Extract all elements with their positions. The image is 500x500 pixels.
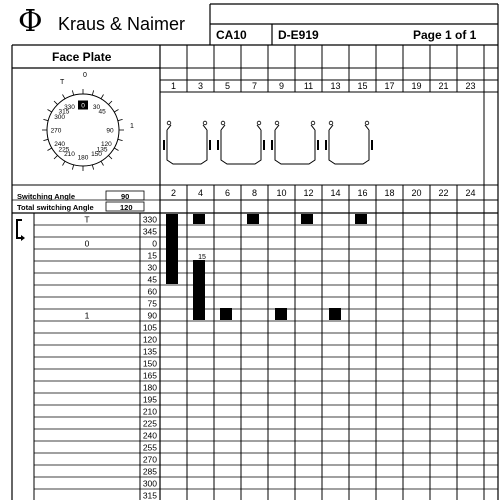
contact-symbol: [221, 125, 261, 164]
extra-mark: 15: [198, 254, 206, 261]
dial-mark-135: 135: [96, 146, 108, 154]
angle-label-165: 165: [142, 370, 157, 381]
face-plate-title: Face Plate: [52, 50, 112, 64]
contact-top-7: 7: [251, 81, 258, 91]
contact-bottom-14: 14: [330, 188, 341, 198]
contact-top-11: 11: [303, 81, 314, 91]
angle-label-285: 285: [142, 466, 157, 477]
dial-mark-330: 330: [64, 104, 75, 112]
contact-top-17: 17: [384, 81, 395, 91]
contact-closed-block: [166, 214, 178, 284]
angle-label-30: 30: [147, 262, 157, 273]
contact-terminal: [257, 121, 261, 125]
contact-bottom-24: 24: [465, 188, 476, 198]
dial-outer-1: 1: [130, 123, 134, 130]
angle-label-105: 105: [142, 322, 157, 333]
angle-label-180: 180: [142, 382, 157, 393]
contact-closed-block: [193, 214, 205, 224]
contact-bottom-18: 18: [384, 188, 395, 198]
contact-symbol: [329, 125, 369, 164]
contact-bottom-8: 8: [251, 188, 258, 198]
dial-tick: [114, 110, 118, 113]
contact-top-9: 9: [278, 81, 285, 91]
contact-symbol: [275, 125, 315, 164]
dial-tick: [63, 161, 66, 165]
contact-terminal: [365, 121, 369, 125]
dial-tick: [101, 161, 104, 165]
dial-mark-270: 270: [50, 127, 62, 135]
contact-top-19: 19: [411, 81, 422, 91]
contact-bottom-2: 2: [170, 188, 177, 198]
contact-closed-block: [220, 308, 232, 320]
dial-mark-45: 45: [98, 108, 106, 116]
contact-closed-block: [275, 308, 287, 320]
contact-closed-block: [247, 214, 259, 224]
dial-outer-0: 0: [83, 72, 87, 79]
switching-angle-box: [106, 191, 144, 200]
dial-mark-180: 180: [77, 154, 89, 162]
contact-terminal: [167, 121, 171, 125]
contact-bottom-22: 22: [438, 188, 449, 198]
contact-bottom-4: 4: [197, 188, 204, 198]
contact-terminal: [203, 121, 207, 125]
contact-closed-block: [329, 308, 341, 320]
switching-angle-label: Switching Angle: [17, 192, 76, 201]
dial-tick: [118, 139, 123, 140]
dial-mark-315: 315: [58, 108, 70, 116]
model-number: CA10: [216, 28, 247, 42]
dial-tick: [72, 165, 73, 170]
contact-top-21: 21: [438, 81, 449, 91]
contact-bottom-10: 10: [276, 188, 287, 198]
contact-bottom-6: 6: [224, 188, 231, 198]
dial-tick: [118, 119, 123, 120]
contact-top-3: 3: [197, 81, 204, 91]
contact-bottom-12: 12: [303, 188, 314, 198]
contact-terminal: [221, 121, 225, 125]
angle-label-255: 255: [142, 442, 157, 453]
dial-tick: [114, 148, 118, 151]
dial-tick: [43, 119, 48, 120]
dial-tick: [43, 139, 48, 140]
dial-tick: [54, 101, 58, 105]
angle-label-345: 345: [142, 226, 157, 237]
position-label-T: T: [84, 214, 90, 225]
dial-mark-240: 240: [54, 141, 66, 148]
contact-top-23: 23: [465, 81, 476, 91]
contact-terminal: [329, 121, 333, 125]
contact-terminal: [311, 121, 315, 125]
angle-label-300: 300: [142, 478, 157, 489]
angle-label-210: 210: [142, 406, 157, 417]
page-indicator: Page 1 of 1: [413, 28, 477, 42]
angle-label-225: 225: [142, 418, 157, 429]
angle-label-150: 150: [142, 358, 157, 369]
total-angle-label: Total switching Angle: [17, 203, 94, 212]
dial-tick: [54, 155, 58, 159]
dial-mark-300: 300: [54, 114, 66, 121]
total-angle-value: 120: [120, 203, 133, 212]
contact-top-1: 1: [170, 81, 177, 91]
angle-label-270: 270: [142, 454, 157, 465]
dial-tick: [92, 90, 93, 95]
angle-label-45: 45: [147, 274, 157, 285]
contact-closed-block: [301, 214, 313, 224]
dial-mark-150: 150: [91, 150, 102, 158]
logo-phi-icon: Φ: [18, 4, 43, 39]
contact-top-5: 5: [224, 81, 231, 91]
dial-tick: [108, 155, 112, 159]
angle-label-120: 120: [142, 334, 157, 345]
contact-closed-block: [193, 260, 205, 320]
angle-label-135: 135: [142, 346, 157, 357]
contact-terminal: [275, 121, 279, 125]
dial-tick: [47, 110, 51, 113]
angle-label-195: 195: [142, 394, 157, 405]
angle-label-90: 90: [147, 310, 157, 321]
dial-outer-T: T: [60, 79, 65, 86]
angle-label-15: 15: [147, 250, 157, 261]
dial-tick: [47, 148, 51, 151]
dial-tick: [63, 94, 66, 98]
contact-bottom-16: 16: [357, 188, 368, 198]
contact-top-13: 13: [330, 81, 341, 91]
angle-label-0: 0: [152, 238, 157, 249]
drawing-number: D-E919: [278, 28, 319, 42]
position-label-0: 0: [84, 238, 90, 249]
dial-tick: [72, 90, 73, 95]
dial-tick: [92, 165, 93, 170]
dial-mark-225: 225: [58, 146, 70, 154]
total-angle-box: [106, 202, 144, 211]
brand-name: Kraus & Naimer: [58, 14, 186, 34]
angle-label-315: 315: [142, 490, 157, 500]
angle-label-330: 330: [142, 214, 157, 225]
dial-tick: [108, 101, 112, 105]
contact-bottom-20: 20: [411, 188, 422, 198]
dial-mark-120: 120: [100, 141, 112, 148]
contact-closed-block: [355, 214, 367, 224]
rotation-arrow: [17, 220, 23, 238]
dial-mark-0: 0: [81, 102, 85, 110]
rotation-arrowhead: [21, 235, 25, 241]
angle-label-60: 60: [147, 286, 157, 297]
contact-top-15: 15: [357, 81, 368, 91]
dial-mark-30: 30: [92, 104, 101, 112]
contact-symbol: [167, 125, 207, 164]
dial-mark-210: 210: [64, 150, 75, 158]
dial-tick: [101, 94, 104, 98]
switching-angle-value: 90: [121, 192, 130, 201]
dial-mark-90: 90: [106, 127, 114, 135]
angle-label-240: 240: [142, 430, 157, 441]
angle-label-75: 75: [147, 298, 157, 309]
position-label-1: 1: [84, 310, 90, 321]
